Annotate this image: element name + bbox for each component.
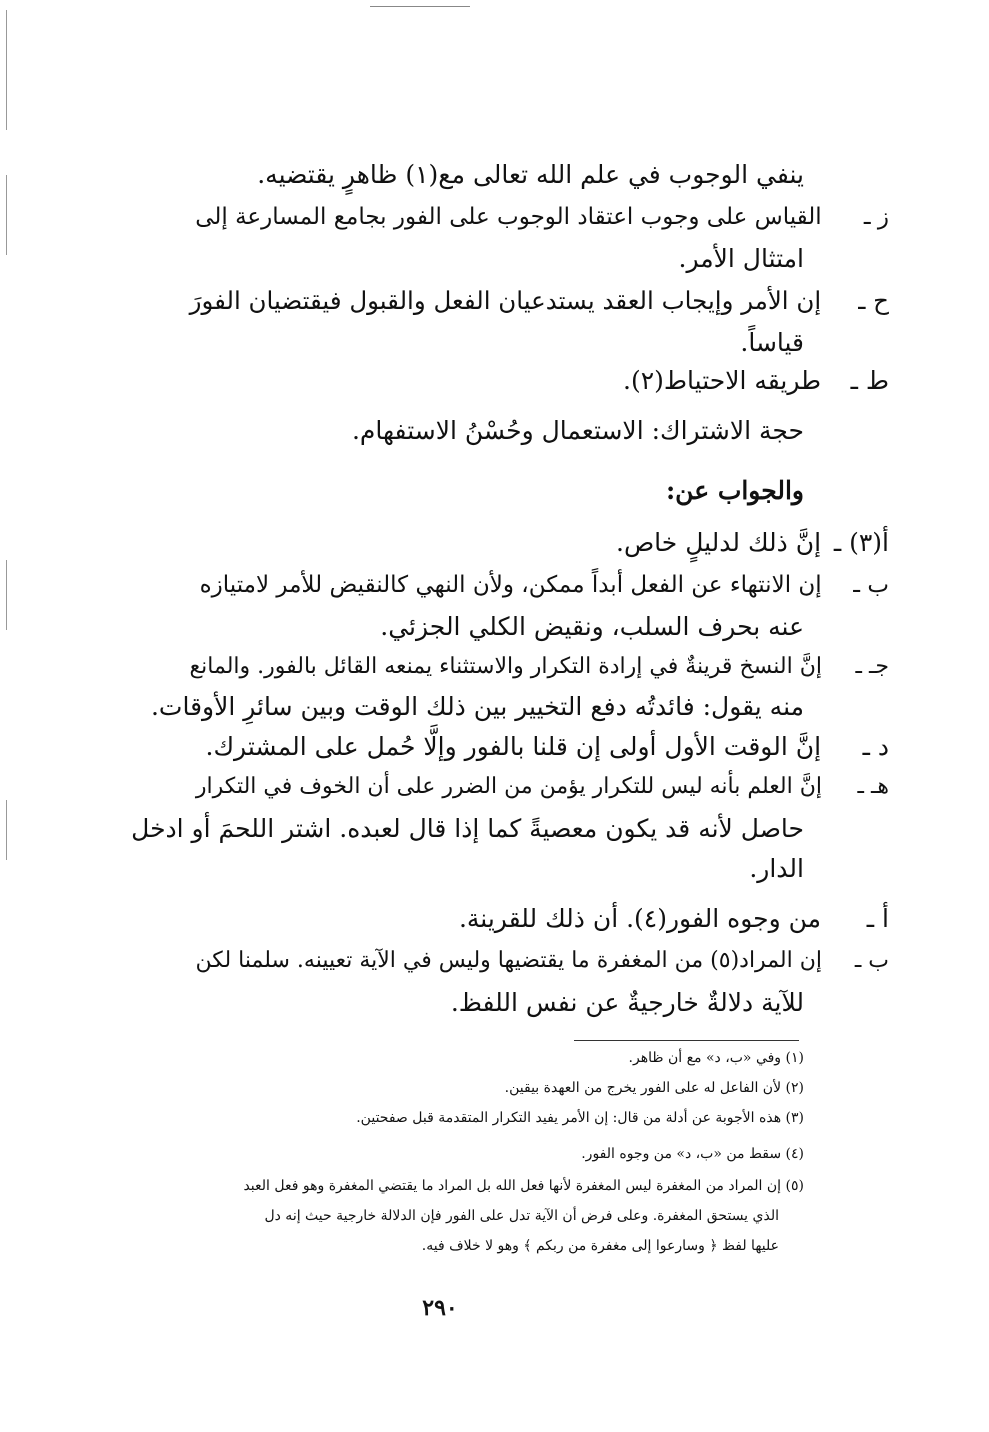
page-number: ٢٩٠ (422, 1295, 458, 1321)
item-marker: د ـ (862, 732, 889, 761)
margin-mark (6, 800, 7, 860)
text-line: الدار. (749, 854, 804, 883)
text-line: حاصل لأنه قد يكون معصيةً كما إذا قال لعبده. اشتر اللحمَ أو ادخل (131, 814, 804, 843)
item-marker: ط ـ (850, 366, 889, 395)
text-line: منه يقول: فائدتُه دفع التخيير بين ذلك الوقت وبين سائرِ الأوقات. (150, 692, 804, 721)
item-marker: أ(٣) ـ (833, 528, 889, 557)
text-line: ينفي الوجوب في علم الله تعالى مع(١) ظاهرٍ يقتضيه. (257, 160, 804, 189)
text-line: ب ـ إن الانتهاء عن الفعل أبداً ممكن، ولأن النهي كالنقيض للأمر لامتيازه (189, 568, 889, 602)
footnote-rule (574, 1040, 799, 1041)
item-marker: ز ـ (863, 204, 889, 230)
text-line: قياساً. (740, 328, 804, 357)
item-marker: ح ـ (858, 286, 889, 315)
text-line: ح ـ إن الأمر وإيجاب العقد يستدعيان الفعل والقبول فيقتضيان الفورَ (189, 284, 889, 318)
item-marker: هـ ـ (857, 774, 889, 799)
footnote-continuation: الذي يستحق المغفرة. وعلى فرض أن الآية تدل على الفور فإن الدلالة خارجية حيث إنه دل (264, 1208, 779, 1224)
text-line: أ(٣) ـ إنَّ ذلك لدليلٍ خاص. (189, 526, 889, 560)
top-rule (370, 6, 470, 7)
footnote: (٤) سقط من «ب، د» من وجوه الفور. (581, 1146, 804, 1162)
item-marker: جـ ـ (855, 654, 889, 679)
footnote: (٥) إن المراد من المغفرة ليس المغفرة لأنها فعل الله بل المراد ما يقتضي المغفرة وهو فعل العبد (243, 1178, 804, 1194)
text-line: د ـ إنَّ الوقت الأول أولى إن قلنا بالفور وإلَّا حُمل على المشترك. (189, 730, 889, 764)
footnote: (٣) هذه الأجوبة عن أدلة من قال: إن الأمر يفيد التكرار المتقدمة قبل صفحتين. (356, 1110, 804, 1126)
footnote: (٢) لأن الفاعل له على الفور يخرج من العهدة بيقين. (504, 1080, 804, 1096)
text-line: ط ـ طريقه الاحتياط(٢). (189, 364, 889, 398)
text-line: ب ـ إن المراد(٥) من المغفرة ما يقتضيها وليس في الآية تعيينه. سلمنا لكن (189, 944, 889, 978)
footnote: (١) وفي «ب، د» مع أن ظاهر. (628, 1050, 804, 1066)
margin-mark (6, 560, 7, 630)
item-marker: أ ـ (866, 904, 889, 933)
text-line: جـ ـ إنَّ النسخ قرينةٌ في إرادة التكرار والاستثناء يمنعه القائل بالفور. والمانع (189, 650, 889, 684)
margin-mark (6, 10, 7, 130)
text-line: حجة الاشتراك: الاستعمال وحُسْنُ الاستفهام. (351, 416, 804, 445)
text-line: ز ـ القياس على وجوب اعتقاد الوجوب على الفور بجامع المسارعة إلى (189, 200, 889, 234)
text-line: امتثال الأمر. (678, 244, 804, 273)
text-line: هـ ـ إنَّ العلم بأنه ليس للتكرار يؤمن من الضرر على أن الخوف في التكرار (189, 770, 889, 804)
text-line: أ ـ من وجوه الفور(٤). أن ذلك للقرينة. (189, 902, 889, 936)
margin-mark (6, 175, 7, 255)
text-line: عنه بحرف السلب، ونقيض الكلي الجزئي. (380, 612, 804, 641)
section-heading: والجواب عن: (665, 476, 804, 505)
footnote-continuation: عليها لفظ ﴿ وسارعوا إلى مغفرة من ربكم ﴾ وهو لا خلاف فيه. (421, 1238, 779, 1254)
item-marker: ب ـ (854, 948, 889, 973)
text-line: للآية دلالةٌ خارجيةٌ عن نفس اللفظ. (450, 988, 804, 1017)
item-marker: ب ـ (853, 572, 889, 598)
